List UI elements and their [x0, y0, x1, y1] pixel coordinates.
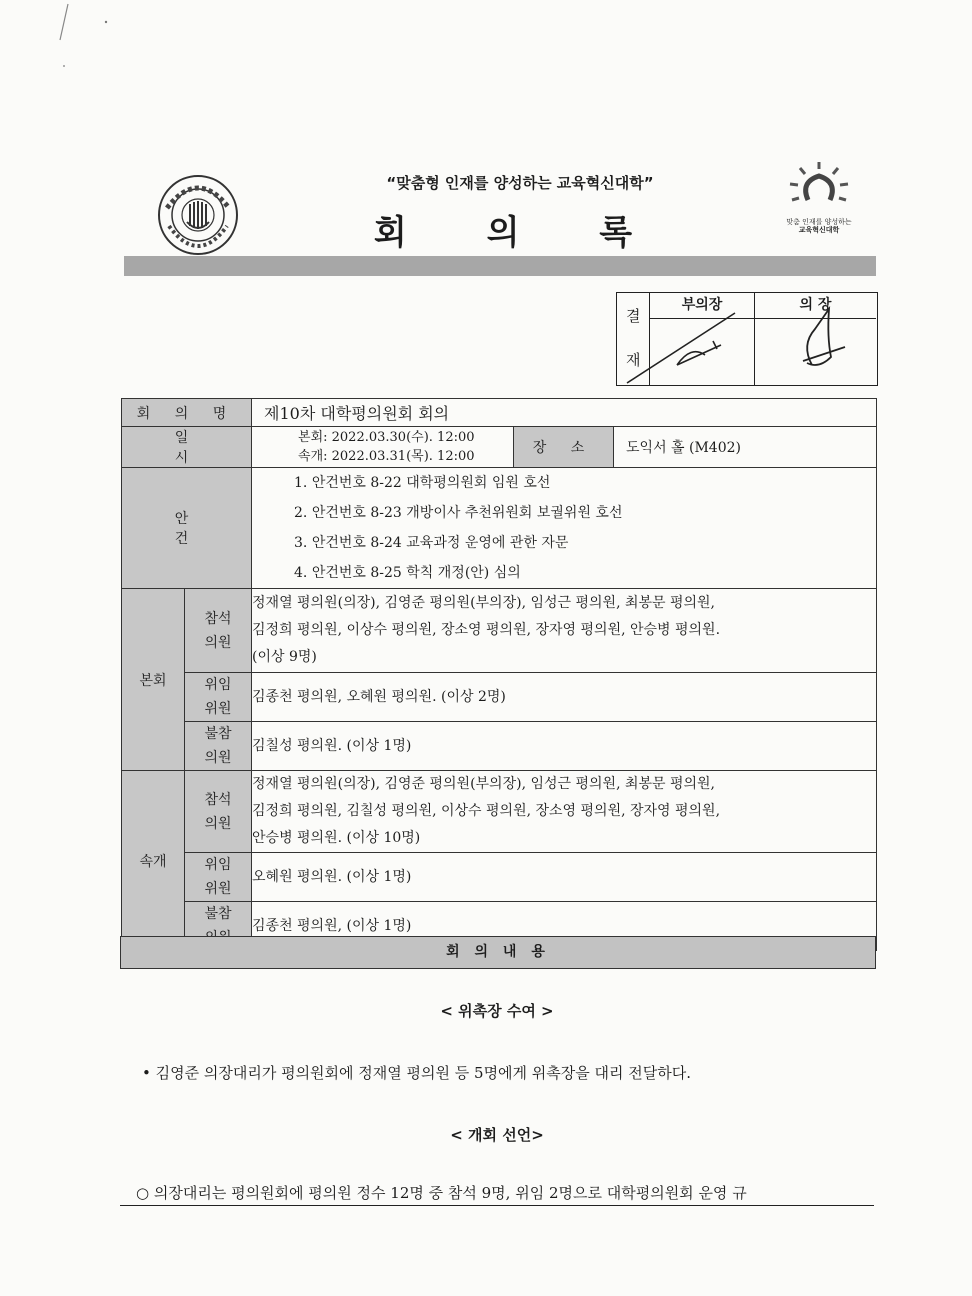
- meeting-content-header: 회 의 내 용: [120, 936, 876, 969]
- table-row: [122, 399, 877, 427]
- attendees-line: 김정희 평의원, 이상수 평의원, 장소영 평의원, 장자영 평의원, 안승병 평의원.: [252, 622, 721, 638]
- approval-vice-chair-header: 부의장: [650, 293, 754, 319]
- meeting-name: 제10차 대학평의원회 회의: [252, 399, 877, 427]
- agenda-item: 1. 안건번호 8-22 대학평의원회 임원 호선: [294, 475, 551, 491]
- attendees-line: 김정희 평의원, 김칠성 평의원, 이상수 평의원, 장소영 평의원, 장자영 평의원,: [252, 803, 721, 819]
- header-divider-bar: [124, 256, 876, 276]
- attendance-label: [185, 771, 252, 853]
- date-main-session: 본회: 2022.03.30(수). 12:00: [298, 430, 475, 445]
- absent-label-line1: 불참: [204, 906, 232, 922]
- table-row: [122, 427, 877, 468]
- attendance-label-line2: 의원: [204, 634, 232, 651]
- opening-statement-line: ○ 의장대리는 평의원회에 평의원 정수 12명 중 참석 9명, 위임 2명으로 대학평의원회 운영 규: [120, 1182, 874, 1206]
- attendees-line: (이상 9명): [252, 649, 317, 665]
- table-row: [122, 589, 877, 673]
- approval-chair-header: 의 장: [755, 293, 876, 319]
- section-heading-appointment: < 위촉장 수여 >: [440, 1002, 554, 1020]
- slogan: “맞춤형 인재를 양성하는 교육혁신대학”: [386, 174, 654, 192]
- attendees-line: 안승병 평의원. (이상 10명): [252, 830, 421, 846]
- attendance-label-line1: 참석: [204, 791, 232, 808]
- main-session-label: 본회: [122, 589, 185, 771]
- attendees-list: [252, 771, 877, 853]
- attendees-list: [252, 589, 877, 673]
- attendance-label-line2: 의원: [204, 815, 232, 832]
- table-row: [122, 673, 877, 722]
- table-row: [122, 853, 877, 902]
- proxy-label-line2: 위원: [204, 701, 232, 717]
- absent-line: 김칠성 평의원. (이상 1명): [252, 737, 412, 754]
- attendees-line: 정재열 평의원(의장), 김영준 평의원(부의장), 임성근 평의원, 최봉문 평의원,: [252, 776, 716, 792]
- agenda-item: 3. 안건번호 8-24 교육과정 운영에 관한 자문: [294, 535, 569, 551]
- absent-label: [185, 722, 252, 771]
- proxy-label-line1: 위임: [204, 677, 232, 693]
- logo-caption-line1: 맞춤 인재를 양성하는: [786, 218, 852, 226]
- table-row: [122, 722, 877, 771]
- proxy-list: [252, 853, 877, 902]
- place-label: 장 소: [514, 427, 614, 468]
- bulb-rays-icon: [786, 160, 852, 214]
- attendance-label: [185, 589, 252, 673]
- section-heading-opening: < 개회 선언>: [450, 1126, 544, 1144]
- meeting-name-label: 회 의 명: [122, 399, 252, 427]
- proxy-line: 김종천 평의원, 오혜원 평의원. (이상 2명): [252, 688, 506, 705]
- attendance-label-line1: 참석: [204, 610, 232, 627]
- place-value: 도익서 홀 (M402): [614, 427, 877, 468]
- absent-label-line1: 불참: [204, 726, 232, 742]
- agenda-list: [252, 468, 877, 589]
- absent-line: 김종천 평의원, (이상 1명): [252, 917, 412, 934]
- approval-label-top: 결: [626, 307, 641, 325]
- meeting-info-table: [121, 398, 877, 951]
- appointment-bullet: • 김영준 의장대리가 평의원회에 정재열 평의원 등 5명에게 위촉장을 대리 전달하다.: [142, 1064, 692, 1082]
- proxy-list: [252, 673, 877, 722]
- proxy-label-line1: 위임: [204, 857, 232, 873]
- approval-box: [616, 292, 878, 386]
- table-row: [122, 771, 877, 853]
- logo-caption-line2: 교육혁신대학: [798, 226, 840, 234]
- agenda-item: 2. 안건번호 8-23 개방이사 추천위원회 보궐위원 호선: [294, 505, 623, 521]
- absent-list: [252, 722, 877, 771]
- resumed-session-label: 속개: [122, 771, 185, 951]
- proxy-label: [185, 853, 252, 902]
- approval-label-bottom: 재: [626, 351, 641, 369]
- margin-pencil-marks: [50, 0, 110, 80]
- date-cell: [252, 427, 514, 468]
- agenda-label: 안 건: [122, 468, 252, 589]
- absent-label-line2: 의원: [204, 750, 232, 766]
- signature-strokes: [617, 293, 877, 385]
- page-title: 회 의 록: [373, 213, 667, 253]
- proxy-label: [185, 673, 252, 722]
- date-resumed-session: 속개: 2022.03.31(목). 12:00: [298, 449, 475, 464]
- date-label: 일 시: [122, 427, 252, 468]
- innovation-university-logo: [786, 160, 852, 232]
- proxy-line: 오혜원 평의원. (이상 1명): [252, 868, 412, 885]
- attendees-line: 정재열 평의원(의장), 김영준 평의원(부의장), 임성근 평의원, 최봉문 평의원,: [252, 595, 716, 611]
- table-row: [122, 468, 877, 589]
- university-seal-logo: [157, 174, 239, 256]
- proxy-label-line2: 위원: [204, 881, 232, 897]
- agenda-item: 4. 안건번호 8-25 학칙 개정(안) 심의: [294, 565, 521, 581]
